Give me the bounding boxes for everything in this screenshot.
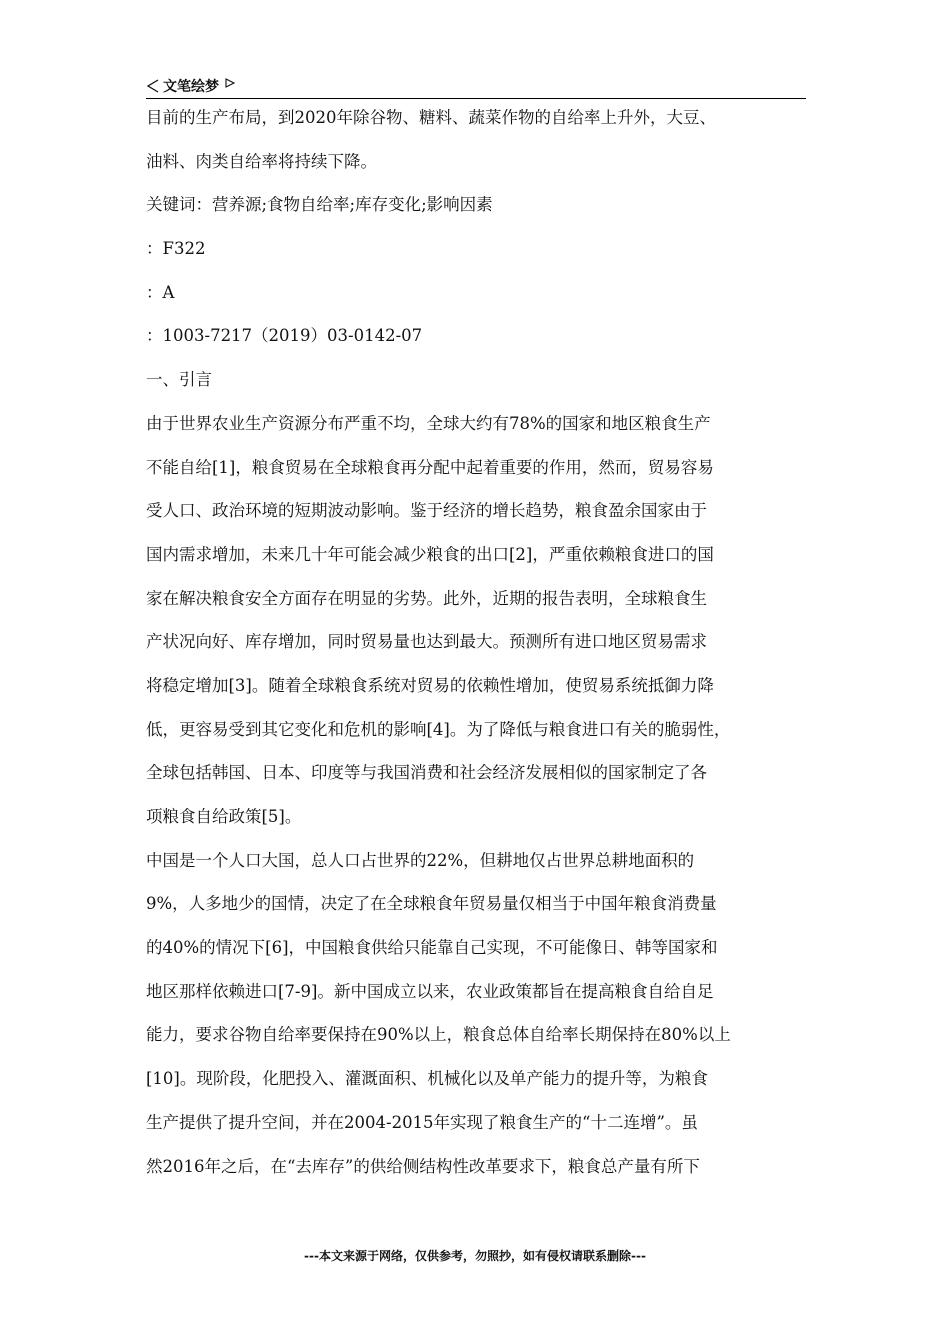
text-line: 低，更容易受到其它变化和危机的影响[4]。为了降低与粮食进口有关的脆弱性， [146, 719, 731, 739]
text-line: 国内需求增加，未来几十年可能会减少粮食的出口[2]，严重依赖粮食进口的国 [146, 544, 714, 564]
text-line: 目前的生产布局，到2020年除谷物、糖料、蔬菜作物的自给率上升外，大豆、 [146, 108, 716, 127]
header-title: 文笔绘梦 [163, 79, 219, 95]
text-line: 中国是一个人口大国，总人口占世界的22%，但耕地仅占世界总耕地面积的 [146, 850, 695, 870]
text-line: 不能自给[1]，粮食贸易在全球粮食再分配中起着重要的作用，然而，贸易容易 [146, 457, 714, 477]
triangle-left-icon [146, 79, 160, 93]
keywords-line: 关键词：营养源;食物自给率;库存变化;影响因素 [146, 195, 493, 215]
text-line: 然2016年之后，在“去库存”的供给侧结构性改革要求下，粮食总产量有所下 [146, 1156, 700, 1176]
text-line: 的40%的情况下[6]，中国粮食供给只能靠自己实现，不可能像日、韩等国家和 [146, 938, 718, 958]
page-header [146, 74, 806, 99]
triangle-right-icon [225, 78, 235, 88]
article-number: ：1003-7217（2019）03-0142-07 [146, 326, 423, 346]
text-line: 地区那样依赖进口[7-9]。新中国成立以来，农业政策都旨在提高粮食自给自足 [146, 981, 714, 1001]
text-line: 项粮食自给政策[5]。 [146, 807, 302, 826]
text-line: 将稳定增加[3]。随着全球粮食系统对贸易的依赖性增加，使贸易系统抵御力降 [146, 675, 714, 695]
text-line: 受人口、政治环境的短期波动影响。鉴于经济的增长趋势，粮食盈余国家由于 [146, 501, 707, 521]
text-line: 9%，人多地少的国情，决定了在全球粮食年贸易量仅相当于中国年粮食消费量 [146, 894, 717, 914]
header-brand [146, 76, 235, 96]
text-line: 家在解决粮食安全方面存在明显的劣势。此外，近期的报告表明，全球粮食生 [146, 588, 707, 608]
text-line: [10]。现阶段，化肥投入、灌溉面积、机械化以及单产能力的提升等，为粮食 [146, 1069, 708, 1089]
text-line: 能力，要求谷物自给率要保持在90%以上，粮食总体自给率长期保持在80%以上 [146, 1025, 731, 1045]
text-line: 油料、肉类自给率将持续下降。 [146, 151, 377, 171]
text-line: 产状况向好、库存增加，同时贸易量也达到最大。预测所有进口地区贸易需求 [146, 632, 707, 652]
page-footer: ---本文来源于网络，仅供参考，勿照抄，如有侵权请联系删除--- [304, 1249, 646, 1263]
text-line: 全球包括韩国、日本、印度等与我国消费和社会经济发展相似的国家制定了各 [146, 763, 707, 783]
text-line: 生产提供了提升空间，并在2004-2015年实现了粮食生产的“十二连增”。虽 [146, 1112, 698, 1132]
document-code: ：A [146, 282, 175, 302]
classification-number: ：F322 [146, 239, 206, 259]
section-heading: 一、引言 [146, 370, 212, 390]
text-line: 由于世界农业生产资源分布严重不均，全球大约有78%的国家和地区粮食生产 [146, 413, 711, 433]
document-body [146, 108, 826, 1200]
